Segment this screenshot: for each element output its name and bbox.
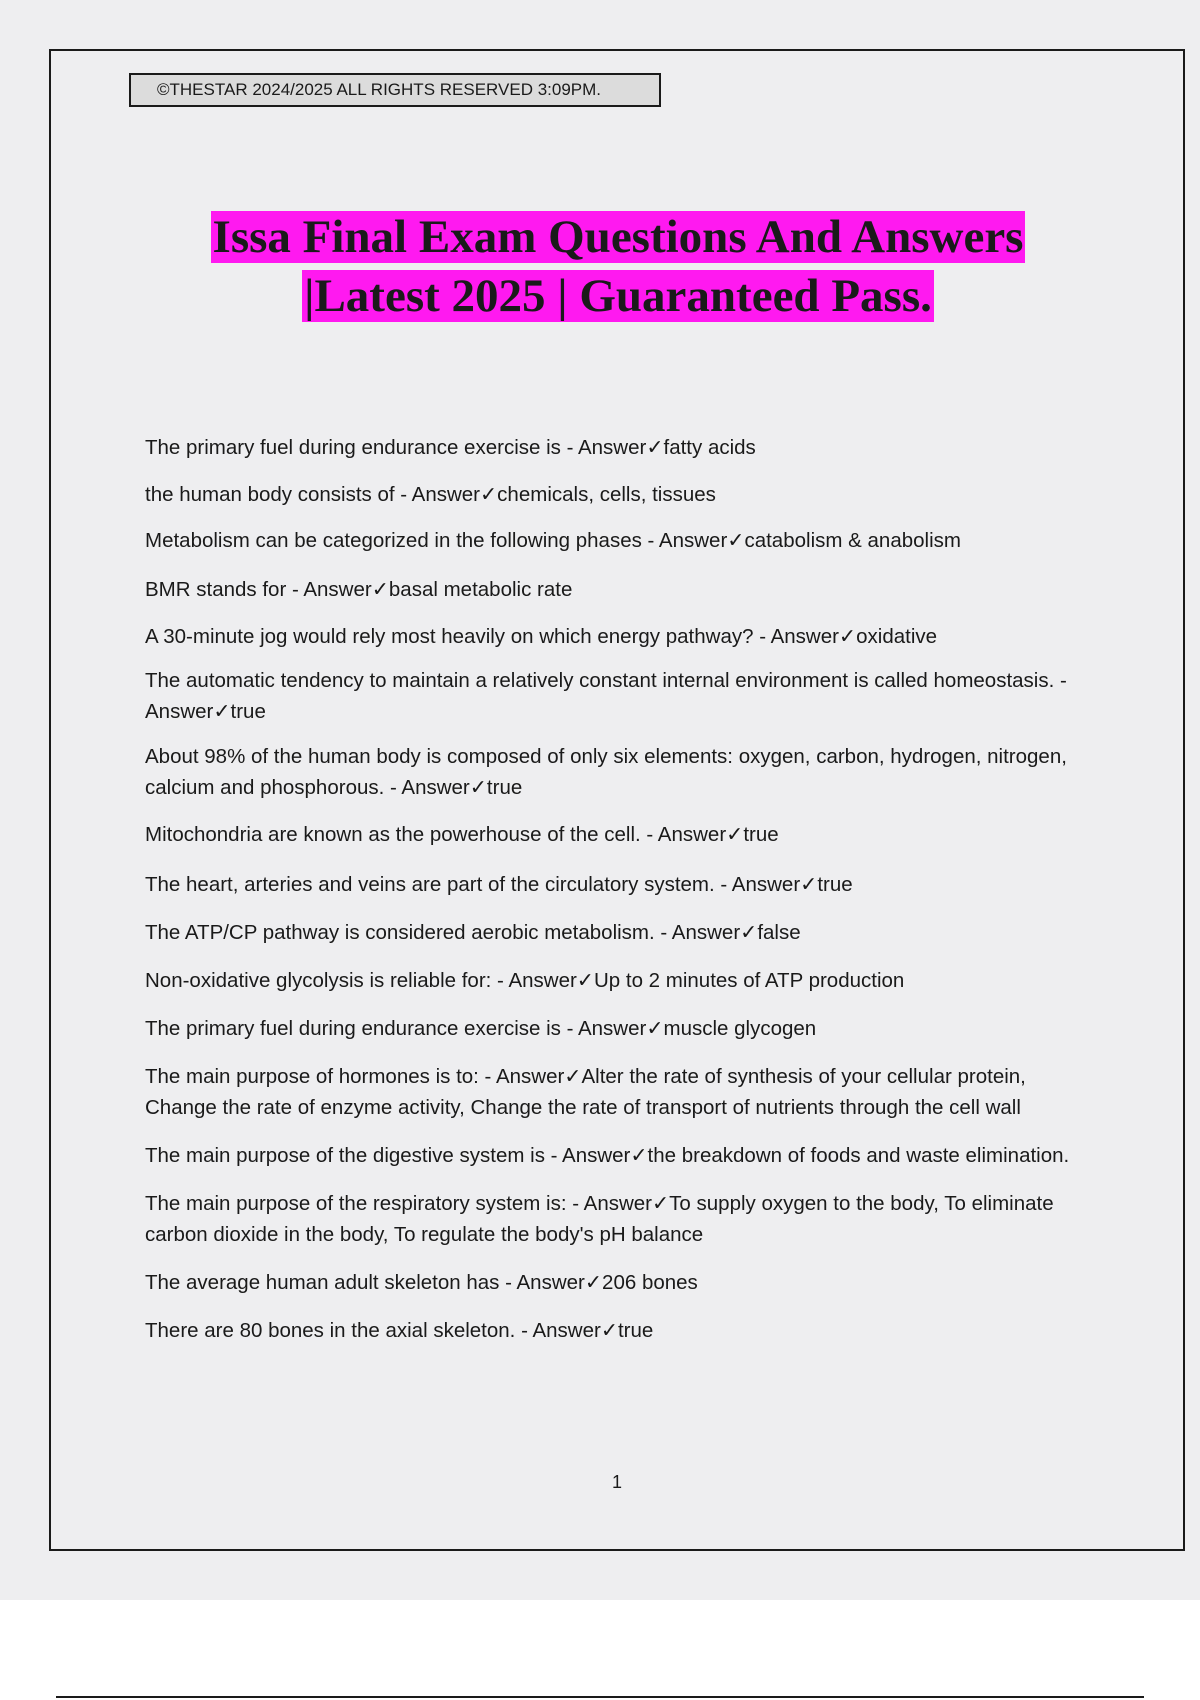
next-page-top-rule [56,1696,1144,1698]
qa-item: BMR stands for - Answer✓basal metabolic rate [145,578,573,601]
title-line-1: Issa Final Exam Questions And Answers [212,211,1024,263]
qa-item: The primary fuel during endurance exercise is - Answer✓fatty acids [145,436,756,459]
qa-item: The main purpose of hormones is to: - Answer✓Alter the rate of synthesis of your cellular protein, Change the rate of enzyme activity, Change the rate of transport of nutrients through the cell wall [145,1065,1026,1119]
qa-item: A 30-minute jog would rely most heavily on which energy pathway? - Answer✓oxidative [145,625,938,648]
qa-item: The main purpose of the digestive system is - Answer✓the breakdown of foods and waste elimination. [145,1144,1070,1167]
qa-item: the human body consists of - Answer✓chemicals, cells, tissues [145,483,716,506]
page-number: 1 [611,1472,622,1492]
title-line-2: |Latest 2025 | Guaranteed Pass. [304,270,932,322]
qa-item: The ATP/CP pathway is considered aerobic metabolism. - Answer✓false [145,921,801,944]
document-title [120,208,1116,326]
qa-item: There are 80 bones in the axial skeleton. - Answer✓true [145,1319,654,1342]
qa-item: Metabolism can be categorized in the following phases - Answer✓catabolism & anabolism [145,529,961,552]
copyright-notice-box [129,73,661,107]
qa-item: The primary fuel during endurance exercise is - Answer✓muscle glycogen [145,1017,817,1040]
question-answer-list [145,432,1080,1346]
qa-item: The automatic tendency to maintain a relatively constant internal environment is called homeostasis. - Answer✓true [145,669,1067,723]
qa-item: Mitochondria are known as the powerhouse of the cell. - Answer✓true [145,823,779,846]
qa-item: About 98% of the human body is composed of only six elements: oxygen, carbon, hydrogen, nitrogen, calcium and phosphorous. - Answer✓true [145,745,1067,799]
qa-item: The main purpose of the respiratory system is: - Answer✓To supply oxygen to the body, To eliminate carbon dioxide in the body, To regulate the body's pH balance [145,1192,1054,1246]
qa-item: Non-oxidative glycolysis is reliable for: - Answer✓Up to 2 minutes of ATP production [145,969,905,992]
qa-item: The heart, arteries and veins are part of the circulatory system. - Answer✓true [145,873,853,896]
qa-item: The average human adult skeleton has - Answer✓206 bones [145,1271,698,1294]
copyright-text: ©THESTAR 2024/2025 ALL RIGHTS RESERVED 3:09PM. [157,80,602,99]
